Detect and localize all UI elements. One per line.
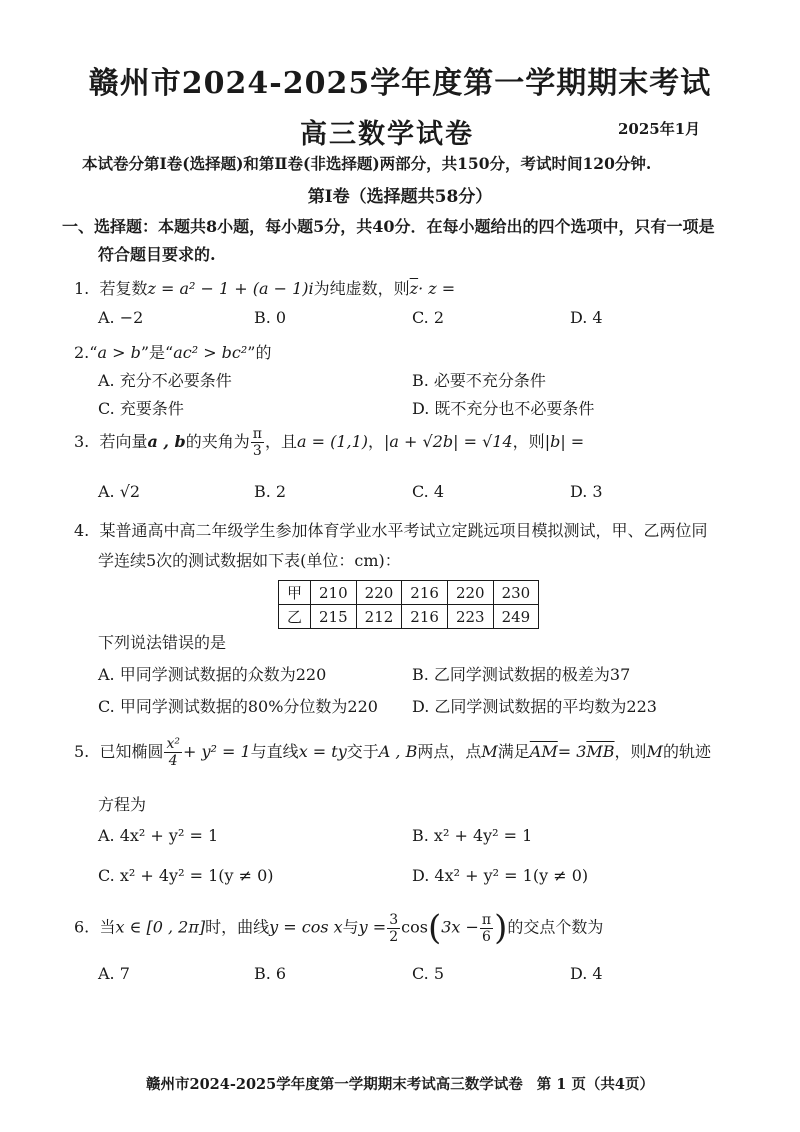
q5-vector-mb: $\overline{MB}$	[586, 742, 615, 761]
question-2	[74, 340, 271, 363]
q3-option-c: C. 4	[412, 482, 445, 501]
q4-number: 4.	[74, 521, 90, 540]
exam-subtitle: 高三数学试卷	[300, 119, 474, 150]
q6-frac-denominator: 2	[389, 928, 399, 945]
q3-text4: ，	[368, 432, 385, 451]
q2-text: “	[89, 343, 98, 362]
table-row	[279, 581, 539, 605]
q3-text3: ，且	[264, 432, 297, 451]
q2-text3: ”的	[247, 343, 272, 362]
table-cell: 210	[311, 581, 357, 605]
q3-fraction	[251, 426, 264, 459]
q1-option-c: C. 2	[412, 308, 445, 327]
question-1	[74, 276, 455, 299]
q2-option-a: A. 充分不必要条件	[98, 371, 232, 390]
q1-text: 若复数	[99, 279, 148, 298]
footer-title: 赣州市2024-2025学年度第一学期期末考试高三数学试卷	[145, 1076, 523, 1093]
q5-expr4: M	[481, 742, 498, 761]
q3-expr3: |a + √2b| = √14	[384, 432, 513, 451]
q2-option-b: B. 必要不充分条件	[412, 371, 546, 390]
q1-expr2: · z =	[418, 279, 456, 298]
q6-option-c: C. 5	[412, 964, 445, 983]
q6-option-d: D. 4	[570, 964, 603, 983]
q6-frac-numerator: 3	[389, 911, 399, 928]
section-heading-line1: 一、选择题：本题共8小题，每小题5分，共40分．在每小题给出的四个选项中，只有一项是	[62, 217, 715, 236]
exam-date: 2025年1月	[618, 120, 701, 138]
question-5	[74, 736, 711, 769]
q5-vector-am: $\overline{AM}$	[529, 742, 558, 761]
q5-expr3: A , B	[378, 742, 418, 761]
q6-frac2-numerator: π	[481, 911, 492, 928]
q1-zbar: $\overline{z}$	[409, 279, 419, 298]
q3-option-b: B. 2	[254, 482, 287, 501]
q6-fraction2	[480, 912, 493, 945]
q4-option-c: C. 甲同学测试数据的80%分位数为220	[98, 697, 378, 716]
question-6	[74, 908, 603, 948]
q3-text2: 的夹角为	[185, 432, 250, 451]
q5-text3: 交于	[346, 742, 379, 761]
q5-text7: 的轨迹	[662, 742, 711, 761]
q2-text2: ”是“	[140, 343, 174, 362]
table-cell: 212	[356, 605, 402, 629]
table-cell: 230	[493, 581, 539, 605]
q4-option-d: D. 乙同学测试数据的平均数为223	[412, 697, 657, 716]
q1-expr: z = a² − 1 + (a − 1)i	[147, 279, 314, 298]
q6-expr1: x ∈ [0 , 2π]	[115, 917, 206, 937]
q6-fraction	[387, 912, 400, 945]
table-cell: 甲	[279, 581, 311, 605]
section-heading-line2: 符合题目要求的.	[98, 245, 216, 264]
q6-frac2-denominator: 6	[482, 928, 491, 945]
q5-option-d: D. 4x² + y² = 1(y ≠ 0)	[412, 866, 589, 885]
footer-page-number: 第 1 页（共4页）	[536, 1076, 654, 1093]
q4-option-b: B. 乙同学测试数据的极差为37	[412, 665, 631, 684]
q3-frac-numerator: π	[252, 426, 262, 442]
q5-text: 已知椭圆	[99, 742, 164, 761]
q4-line2: 学连续5次的测试数据如下表(单位：cm)：	[98, 551, 401, 570]
q5-expr2: x = ty	[298, 742, 347, 761]
table-cell: 220	[447, 581, 493, 605]
q5-eq: = 3	[557, 742, 587, 761]
q6-text4: 的交点个数为	[507, 917, 604, 937]
q4-data-table	[278, 580, 539, 629]
page-footer	[0, 1073, 800, 1094]
q6-expr5: 3x −	[441, 917, 479, 937]
q6-right-paren: )	[494, 908, 508, 948]
q5-text2: 与直线	[250, 742, 299, 761]
q1-option-d: D. 4	[570, 308, 603, 327]
q5-frac-denominator: 4	[168, 753, 178, 769]
q5-expr1: + y² = 1	[182, 742, 251, 761]
q2-expr2: ac² > bc²	[173, 343, 248, 362]
q6-option-b: B. 6	[254, 964, 287, 983]
table-row	[279, 605, 539, 629]
q6-text3: 与	[342, 917, 359, 937]
q5-line2: 方程为	[98, 795, 147, 814]
q3-expr4: |b| =	[544, 432, 585, 451]
part-heading: 第Ⅰ卷（选择题共58分）	[307, 187, 493, 207]
q6-expr4: cos	[401, 917, 428, 937]
q4-prompt: 下列说法错误的是	[98, 633, 227, 652]
table-cell: 216	[402, 605, 448, 629]
q4-line1: 某普通高中高二年级学生参加体育学业水平考试立定跳远项目模拟测试，甲、乙两位同	[99, 521, 708, 540]
q3-text: 若向量	[99, 432, 148, 451]
q5-frac-numerator: x²	[166, 736, 180, 752]
q2-option-d: D. 既不充分也不必要条件	[412, 399, 595, 418]
q6-text2: 时，曲线	[205, 917, 270, 937]
q2-number: 2.	[74, 343, 90, 362]
question-4	[74, 518, 707, 541]
q5-text6: ，则	[614, 742, 647, 761]
exam-intro: 本试卷分第Ⅰ卷(选择题)和第Ⅱ卷(非选择题)两部分，共150分，考试时间120分钟.	[82, 154, 652, 173]
table-cell: 215	[311, 605, 357, 629]
table-cell: 223	[447, 605, 493, 629]
q5-option-a: A. 4x² + y² = 1	[98, 826, 219, 845]
table-cell: 乙	[279, 605, 311, 629]
q4-option-a: A. 甲同学测试数据的众数为220	[98, 665, 327, 684]
q5-number: 5.	[74, 742, 90, 761]
q3-frac-denominator: 3	[252, 443, 262, 459]
question-3	[74, 426, 584, 459]
table-cell: 249	[493, 605, 539, 629]
q2-expr1: a > b	[97, 343, 141, 362]
q5-expr5: M	[646, 742, 663, 761]
q6-option-a: A. 7	[98, 964, 130, 983]
q3-option-d: D. 3	[570, 482, 603, 501]
table-cell: 220	[356, 581, 402, 605]
q3-text5: ，则	[512, 432, 545, 451]
q6-expr3: y =	[358, 917, 387, 937]
q2-option-c: C. 充要条件	[98, 399, 184, 418]
q3-option-a: A. √2	[98, 482, 141, 501]
q6-expr2: y = cos x	[269, 917, 343, 937]
q3-number: 3.	[74, 432, 90, 451]
q1-text2: 为纯虚数，则	[313, 279, 410, 298]
q3-expr1: a , b	[147, 432, 186, 451]
exam-title: 赣州市2024-2025学年度第一学期期末考试	[88, 66, 712, 101]
q5-fraction	[164, 736, 182, 769]
q5-option-b: B. x² + 4y² = 1	[412, 826, 533, 845]
q5-text5: 满足	[497, 742, 530, 761]
q6-number: 6.	[74, 917, 90, 937]
q5-text4: 两点，点	[417, 742, 482, 761]
q6-left-paren: (	[427, 908, 442, 948]
q6-text: 当	[99, 917, 116, 937]
q1-number: 1.	[74, 279, 90, 298]
q3-expr2: a = (1,1)	[296, 432, 368, 451]
table-cell: 216	[402, 581, 448, 605]
q1-option-b: B. 0	[254, 308, 287, 327]
q1-option-a: A. −2	[98, 308, 144, 327]
q5-option-c: C. x² + 4y² = 1(y ≠ 0)	[98, 866, 274, 885]
